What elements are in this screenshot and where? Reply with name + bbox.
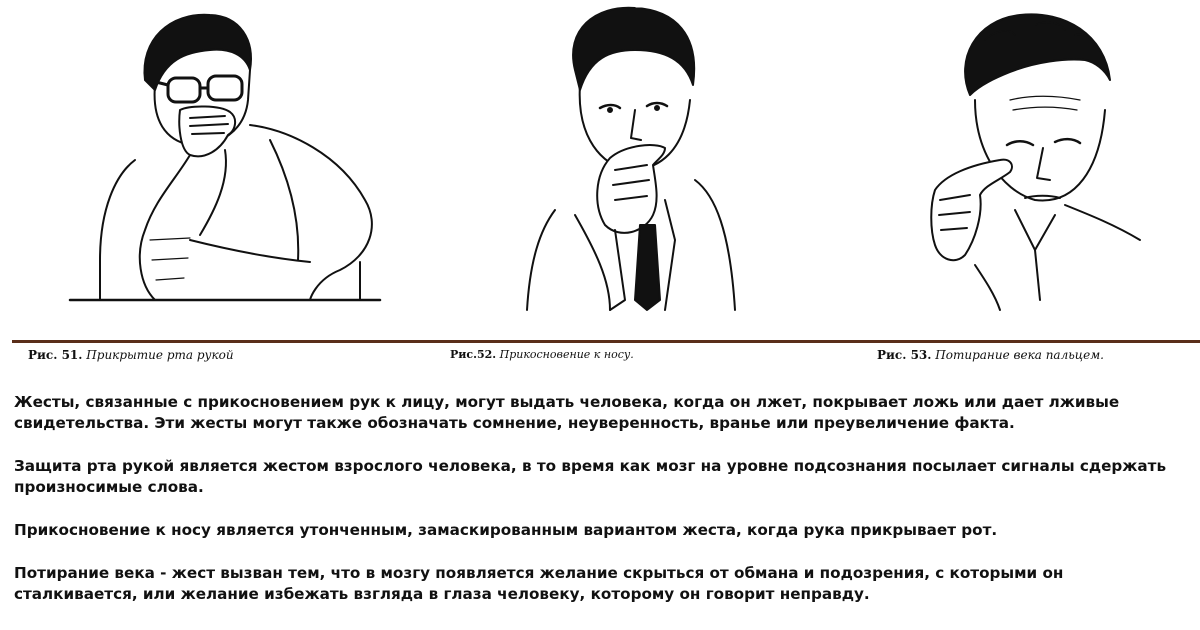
paragraph-intro: Жесты, связанные с прикосновением рук к лицу, могут выдать человека, когда он лжет, покрывает ложь или дает лживые свидетельства. Эти жесты могут также обозначать сомнение, неуверенность, вранье или преувеличение факта. <box>14 393 1120 432</box>
caption-number: Рис. 51. <box>28 348 83 362</box>
caption-text: Прикрытие рта рукой <box>86 348 234 362</box>
figure-53-illustration <box>915 0 1150 320</box>
caption-text: Прикосновение к носу. <box>499 348 634 361</box>
paragraph-eye-rub: Потирание века - жест вызван тем, что в мозгу появляется желание скрыться от обмана и подозрения, с которыми он сталкивается, или желание избежать взгляда в глаза человеку, которому он говорит неправду. <box>14 564 1064 603</box>
caption-text: Потирание века пальцем. <box>935 348 1104 362</box>
figure-52-illustration <box>515 0 745 320</box>
separator-rule <box>12 340 1200 343</box>
caption-number: Рис.52. <box>450 348 497 361</box>
caption-fig-52 <box>450 348 634 361</box>
paragraph-nose-touch: Прикосновение к носу является утонченным, замаскированным вариантом жеста, когда рука прикрывает рот. <box>14 521 998 539</box>
caption-number: Рис. 53. <box>877 348 932 362</box>
caption-fig-51 <box>28 348 234 362</box>
caption-fig-53 <box>877 348 1104 362</box>
paragraph-mouth-guard: Защита рта рукой является жестом взрослого человека, в то время как мозг на уровне подсознания посылает сигналы сдержать произносимые слова. <box>14 457 1167 496</box>
body-text <box>14 392 1179 627</box>
figure-51-illustration <box>60 0 400 320</box>
